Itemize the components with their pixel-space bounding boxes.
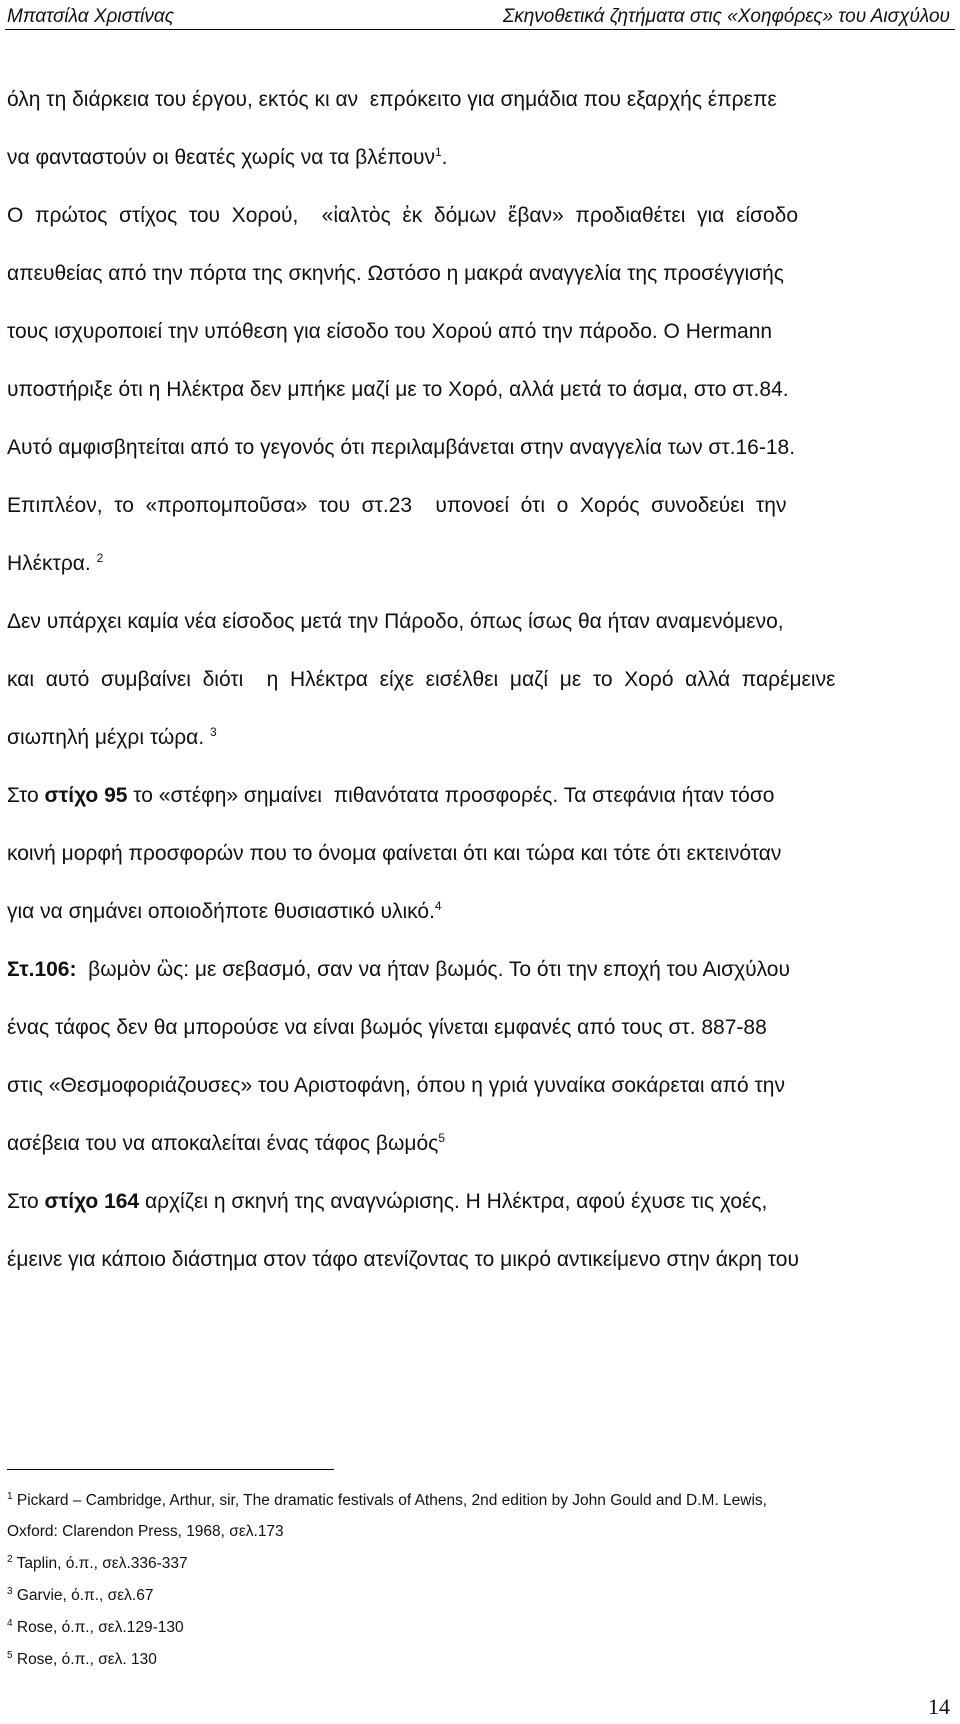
body-line: όλη τη διάρκεια του έργου, εκτός κι αν επρόκειτο για σημάδια που εξαρχής έπρεπε (7, 88, 777, 111)
body-line: Επιπλέον, το «προπομποῦσα» του στ.23 υπονοεί ότι ο Χορός συνοδεύει την (7, 494, 787, 517)
footnote-divider (7, 1469, 334, 1470)
verse-reference: Στ.106: (7, 958, 77, 981)
header-title: Σκηνοθετικά ζητήματα στις «Χοηφόρες» του Αισχύλου (502, 6, 950, 27)
body-line: για να σημάνει οποιοδήποτε θυσιαστικό υλικό.$^4$ (7, 899, 442, 923)
body-line: ασέβεια του να αποκαλείται ένας τάφος βωμός$^5$ (7, 1131, 445, 1155)
body-line: απευθείας από την πόρτα της σκηνής. Ωστόσο η μακρά αναγγελία της προσέγγισής (7, 262, 784, 285)
body-line: ένας τάφος δεν θα μπορούσε να είναι βωμός γίνεται εμφανές από τους στ. 887-88 (7, 1016, 767, 1039)
footnote: $^3$ Garvie, ό.π., σελ.67 (7, 1585, 154, 1604)
body-line: κοινή μορφή προσφορών που το όνομα φαίνεται ότι και τώρα και τότε ότι εκτεινόταν (7, 842, 782, 865)
footnote-ref[interactable]: 1 (434, 145, 442, 159)
body-line: υποστήριξε ότι η Ηλέκτρα δεν μπήκε μαζί με το Χορό, αλλά μετά το άσμα, στο στ.84. (7, 378, 789, 401)
footnote: $^2$ Taplin, ό.π., σελ.336-337 (7, 1553, 188, 1572)
body-line: Ο πρώτος στίχος του Χορού, «ἰαλτὸς ἐκ δόμων ἔβαν» προδιαθέτει για είσοδο (7, 204, 799, 227)
body-line: Αυτό αμφισβητείται από το γεγονός ότι περιλαμβάνεται στην αναγγελία των στ.16-18. (7, 436, 796, 459)
page-number: 14 (928, 1694, 950, 1719)
footnote: $^5$ Rose, ό.π., σελ. 130 (7, 1649, 157, 1668)
body-line: σιωπηλή μέχρι τώρα. $^3$ (7, 725, 217, 749)
body-line: Δεν υπάρχει καμία νέα είσοδος μετά την Πάροδο, όπως ίσως θα ήταν αναμενόμενο, (7, 610, 784, 633)
body-line: τους ισχυροποιεί την υπόθεση για είσοδο του Χορού από την πάροδο. Ο Hermann (7, 320, 773, 343)
header-divider (5, 29, 955, 30)
footnote: $^1$ Pickard – Cambridge, Arthur, sir, The dramatic festivals of Athens, 2nd edition by John Gould and D.M. Lewis, (7, 1490, 767, 1509)
footnote-ref[interactable]: 4 (434, 899, 442, 913)
body-line: και αυτό συμβαίνει διότι η Ηλέκτρα είχε εισέλθει μαζί με το Χορό αλλά παρέμεινε (7, 668, 836, 691)
footnote: $^4$ Rose, ό.π., σελ.129-130 (7, 1617, 184, 1636)
verse-reference: στίχο 95 (44, 784, 128, 807)
verse-reference: στίχο 164 (44, 1190, 140, 1213)
footnote: Oxford: Clarendon Press, 1968, σελ.173 (7, 1523, 284, 1540)
body-line: Ηλέκτρα. $^2$ (7, 551, 104, 575)
header-author: Μπατσίλα Χριστίνας (7, 6, 174, 27)
footnote-ref[interactable]: 5 (438, 1131, 445, 1145)
body-line: Στο στίχο 95 το «στέφη» σημαίνει πιθανότατα προσφορές. Τα στεφάνια ήταν τόσο (7, 784, 775, 807)
footnote-ref[interactable]: 2 (96, 551, 104, 565)
body-line: Στ.106: βωμὸν ὣς: με σεβασμό, σαν να ήταν βωμός. Το ότι την εποχή του Αισχύλου (7, 958, 790, 981)
footnote-ref[interactable]: 3 (210, 725, 217, 739)
body-line: έμεινε για κάποιο διάστημα στον τάφο ατενίζοντας το μικρό αντικείμενο στην άκρη του (7, 1248, 799, 1271)
body-line: Στο στίχο 164 αρχίζει η σκηνή της αναγνώρισης. Η Ηλέκτρα, αφού έχυσε τις χοές, (7, 1190, 768, 1213)
body-line: στις «Θεσμοφοριάζουσες» του Αριστοφάνη, όπου η γριά γυναίκα σοκάρεται από την (7, 1074, 785, 1097)
body-line: να φανταστούν οι θεατές χωρίς να τα βλέπουν$^1$. (7, 145, 448, 169)
